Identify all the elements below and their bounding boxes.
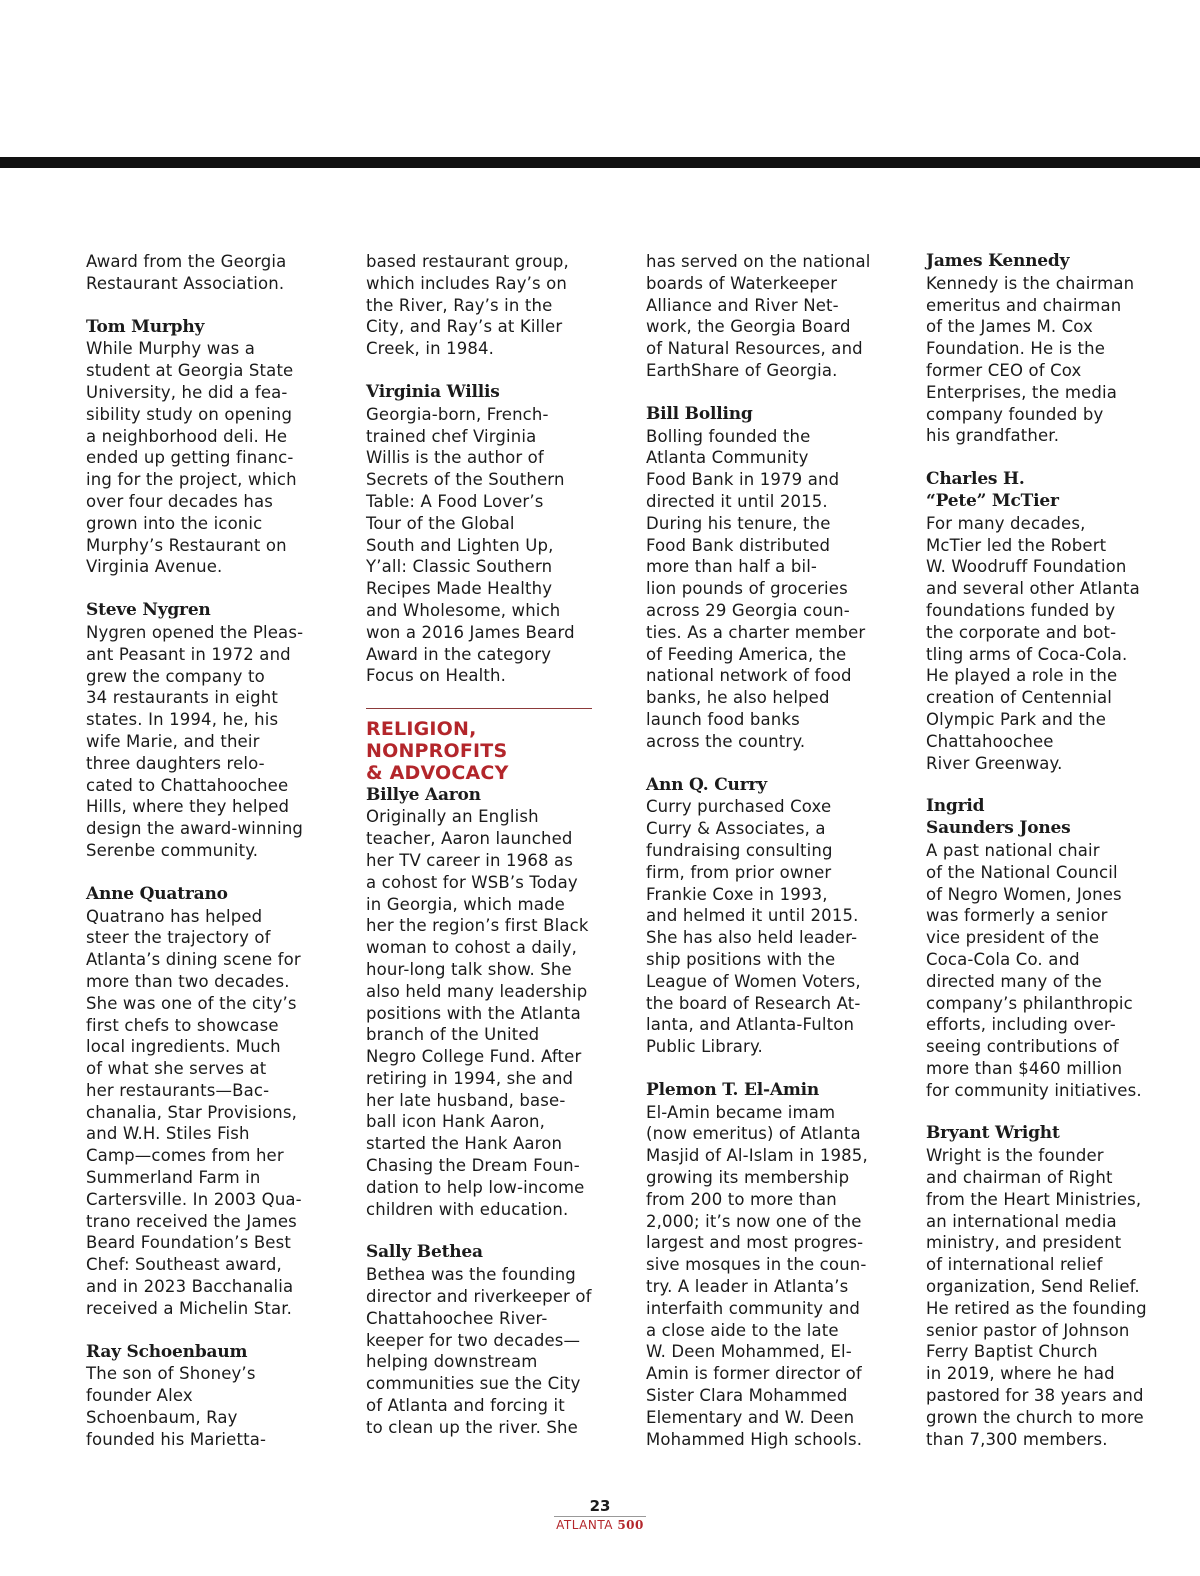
body-line: directed many of the bbox=[926, 971, 1102, 991]
body-line: Murphy’s Restaurant on bbox=[86, 535, 287, 555]
profile-name: Tom Murphy bbox=[86, 316, 205, 337]
body-line: sive mosques in the coun- bbox=[646, 1255, 867, 1275]
body-line: three daughters relo- bbox=[86, 753, 265, 773]
article-column bbox=[646, 251, 894, 1450]
body-line: won a 2016 James Beard bbox=[366, 622, 575, 642]
body-line: over four decades has bbox=[86, 491, 274, 511]
profile-name: Steve Nygren bbox=[86, 600, 211, 621]
profile-name: Ingrid Saunders Jones bbox=[926, 796, 1071, 839]
body-line: and helmed it until 2015. bbox=[646, 906, 859, 926]
body-line: vice president of the bbox=[926, 928, 1100, 948]
body-line: While Murphy was a bbox=[86, 339, 256, 359]
body-line: chanalia, Star Provisions, bbox=[86, 1102, 298, 1122]
profile-entry bbox=[646, 404, 894, 753]
body-line: grew the company to bbox=[86, 666, 265, 686]
body-line: grown the church to more bbox=[926, 1407, 1144, 1427]
header-rule bbox=[0, 157, 1200, 168]
body-line: interfaith community and bbox=[646, 1298, 861, 1318]
body-line: W. Woodruff Foundation bbox=[926, 557, 1127, 577]
body-line: started the Hank Aaron bbox=[366, 1134, 563, 1154]
body-line: Chattahoochee bbox=[926, 731, 1054, 751]
body-line: Kennedy is the chairman bbox=[926, 273, 1135, 293]
body-line: organization, Send Relief. bbox=[926, 1277, 1140, 1297]
body-line: For many decades, bbox=[926, 513, 1086, 533]
body-line: Food Bank in 1979 and bbox=[646, 470, 840, 490]
body-line: Ferry Baptist Church bbox=[926, 1342, 1098, 1362]
body-line: from the Heart Ministries, bbox=[926, 1189, 1142, 1209]
profile-entry bbox=[86, 251, 334, 295]
body-line: foundations funded by bbox=[926, 600, 1116, 620]
profile-entry bbox=[646, 251, 894, 382]
body-line: 34 restaurants in eight bbox=[86, 688, 278, 708]
profile-entry bbox=[86, 600, 334, 862]
body-line: keeper for two decades— bbox=[366, 1330, 581, 1350]
body-line: in 2019, where he had bbox=[926, 1364, 1115, 1384]
body-line: Chasing the Dream Foun- bbox=[366, 1156, 580, 1176]
article-column bbox=[366, 251, 614, 1439]
body-line: League of Women Voters, bbox=[646, 971, 861, 991]
profile-entry bbox=[926, 1123, 1174, 1450]
body-line: Schoenbaum, Ray bbox=[86, 1408, 238, 1428]
article-column bbox=[86, 251, 334, 1451]
body-line: a cohost for WSB’s Today bbox=[366, 872, 578, 892]
body-line: emeritus and chairman bbox=[926, 295, 1122, 315]
body-line: Camp—comes from her bbox=[86, 1146, 284, 1166]
body-line: lion pounds of groceries bbox=[646, 579, 848, 599]
profile-name: Charles H. “Pete” McTier bbox=[926, 469, 1059, 511]
body-line: the River, Ray’s in the bbox=[366, 295, 553, 315]
profile-entry bbox=[646, 775, 894, 1058]
body-line: Olympic Park and the bbox=[926, 709, 1107, 729]
body-line: Enterprises, the media bbox=[926, 382, 1117, 402]
body-line: She has also held leader- bbox=[646, 928, 858, 948]
profile-entry bbox=[926, 469, 1174, 774]
body-line: steer the trajectory of bbox=[86, 928, 271, 948]
body-line: Award in the category bbox=[366, 644, 552, 664]
body-line: her restaurants—Bac- bbox=[86, 1080, 270, 1100]
body-line: in Georgia, which made bbox=[366, 894, 565, 914]
body-line: children with education. bbox=[366, 1199, 569, 1219]
body-line: Atlanta Community bbox=[646, 448, 809, 468]
body-line: an international media bbox=[926, 1211, 1117, 1231]
body-line: University, he did a fea- bbox=[86, 382, 288, 402]
body-line: El-Amin became imam bbox=[646, 1102, 836, 1122]
body-line: Originally an English bbox=[366, 807, 539, 827]
body-line: retiring in 1994, she and bbox=[366, 1068, 574, 1088]
body-line: local ingredients. Much bbox=[86, 1037, 281, 1057]
section-divider bbox=[366, 708, 592, 709]
body-line: largest and most progres- bbox=[646, 1233, 864, 1253]
body-line: positions with the Atlanta bbox=[366, 1003, 581, 1023]
profile-entry bbox=[366, 785, 614, 1221]
body-line: firm, from prior owner bbox=[646, 862, 832, 882]
body-line: more than $460 million bbox=[926, 1058, 1123, 1078]
body-line: company founded by bbox=[926, 404, 1104, 424]
body-line: company’s philanthropic bbox=[926, 993, 1133, 1013]
profile-entry bbox=[926, 251, 1174, 447]
body-line: 2,000; it’s now one of the bbox=[646, 1211, 862, 1231]
body-line: Negro College Fund. After bbox=[366, 1047, 582, 1067]
body-line: Focus on Health. bbox=[366, 666, 506, 686]
profile-name: James Kennedy bbox=[926, 251, 1070, 271]
body-line: Frankie Coxe in 1993, bbox=[646, 884, 828, 904]
brand-text: ATLANTA bbox=[556, 1518, 613, 1532]
body-line: City, and Ray’s at Killer bbox=[366, 317, 563, 337]
body-line: of Atlanta and forcing it bbox=[366, 1396, 565, 1416]
body-line: creation of Centennial bbox=[926, 688, 1113, 708]
body-line: than 7,300 members. bbox=[926, 1429, 1108, 1449]
profile-name: Anne Quatrano bbox=[86, 883, 228, 904]
body-line: The son of Shoney’s bbox=[86, 1364, 256, 1384]
profile-entry bbox=[86, 884, 334, 1320]
body-line: growing its membership bbox=[646, 1168, 850, 1188]
body-line: cated to Chattahoochee bbox=[86, 775, 289, 795]
body-line: a neighborhood deli. He bbox=[86, 426, 288, 446]
profile-entry bbox=[86, 317, 334, 579]
profile-entry bbox=[926, 796, 1174, 1101]
body-line: Quatrano has helped bbox=[86, 906, 263, 926]
body-line: W. Deen Mohammed, El- bbox=[646, 1342, 852, 1362]
body-line: McTier led the Robert bbox=[926, 535, 1107, 555]
body-line: trained chef Virginia bbox=[366, 426, 537, 446]
body-line: has served on the national bbox=[646, 252, 871, 271]
body-line: was formerly a senior bbox=[926, 906, 1108, 926]
body-line: Coca-Cola Co. and bbox=[926, 949, 1080, 969]
body-line: trano received the James bbox=[86, 1211, 297, 1231]
body-line: Amin is former director of bbox=[646, 1364, 862, 1384]
body-line: Public Library. bbox=[646, 1037, 763, 1057]
body-line: Beard Foundation’s Best bbox=[86, 1233, 291, 1253]
body-line: Secrets of the Southern bbox=[366, 470, 565, 490]
body-line: ant Peasant in 1972 and bbox=[86, 644, 291, 664]
body-line: his grandfather. bbox=[926, 426, 1060, 446]
body-line: Award from the Georgia bbox=[86, 252, 287, 271]
body-line: grown into the iconic bbox=[86, 513, 263, 533]
body-line: ing for the project, which bbox=[86, 470, 297, 490]
body-line: woman to cohost a daily, bbox=[366, 938, 578, 958]
body-line: Creek, in 1984. bbox=[366, 339, 495, 359]
body-line: pastored for 38 years and bbox=[926, 1386, 1144, 1406]
body-line: also held many leadership bbox=[366, 981, 588, 1001]
body-line: Curry purchased Coxe bbox=[646, 797, 832, 817]
body-line: more than half a bil- bbox=[646, 557, 818, 577]
section-heading: RELIGION, NONPROFITS & ADVOCACY bbox=[366, 718, 509, 784]
body-line: of the National Council bbox=[926, 862, 1118, 882]
article-column bbox=[926, 251, 1174, 1450]
body-line: received a Michelin Star. bbox=[86, 1298, 293, 1318]
body-line: Recipes Made Healthy bbox=[366, 579, 553, 599]
body-line: A past national chair bbox=[926, 840, 1100, 860]
body-line: Atlanta’s dining scene for bbox=[86, 950, 301, 970]
body-line: her TV career in 1968 as bbox=[366, 850, 574, 870]
body-line: founded his Marietta- bbox=[86, 1429, 267, 1449]
profile-name: Billye Aaron bbox=[366, 784, 481, 805]
body-line: her the region’s first Black bbox=[366, 916, 589, 936]
body-line: first chefs to showcase bbox=[86, 1015, 279, 1035]
body-line: across the country. bbox=[646, 731, 806, 751]
body-line: director and riverkeeper of bbox=[366, 1287, 592, 1307]
body-line: Chattahoochee River- bbox=[366, 1308, 548, 1328]
body-line: national network of food bbox=[646, 666, 852, 686]
body-line: ministry, and president bbox=[926, 1233, 1122, 1253]
body-line: Food Bank distributed bbox=[646, 535, 831, 555]
body-line: Bolling founded the bbox=[646, 426, 811, 446]
body-line: South and Lighten Up, bbox=[366, 535, 554, 555]
body-line: and several other Atlanta bbox=[926, 579, 1140, 599]
body-line: founder Alex bbox=[86, 1386, 193, 1406]
profile-name: Bryant Wright bbox=[926, 1123, 1060, 1144]
body-line: of Feeding America, the bbox=[646, 644, 847, 664]
profile-name: Bill Bolling bbox=[646, 403, 753, 424]
body-line: and Wholesome, which bbox=[366, 600, 561, 620]
body-line: Serenbe community. bbox=[86, 840, 259, 860]
body-line: student at Georgia State bbox=[86, 361, 294, 381]
body-line: communities sue the City bbox=[366, 1374, 581, 1394]
body-line: Cartersville. In 2003 Qua- bbox=[86, 1189, 302, 1209]
body-line: former CEO of Cox bbox=[926, 360, 1082, 380]
body-line: of Natural Resources, and bbox=[646, 339, 863, 359]
profile-name: Plemon T. El-Amin bbox=[646, 1079, 820, 1100]
body-line: to clean up the river. She bbox=[366, 1417, 578, 1437]
page-number: 23 bbox=[589, 1497, 611, 1515]
body-line: Nygren opened the Pleas- bbox=[86, 622, 304, 642]
body-line: Willis is the author of bbox=[366, 448, 544, 468]
body-line: teacher, Aaron launched bbox=[366, 829, 573, 849]
body-line: from 200 to more than bbox=[646, 1189, 837, 1209]
body-line: (now emeritus) of Atlanta bbox=[646, 1124, 861, 1144]
body-line: Foundation. He is the bbox=[926, 339, 1106, 359]
body-line: design the award-winning bbox=[86, 819, 304, 839]
body-line: Elementary and W. Deen bbox=[646, 1407, 855, 1427]
body-line: and chairman of Right bbox=[926, 1168, 1113, 1188]
body-line: and in 2023 Bacchanalia bbox=[86, 1277, 294, 1297]
body-line: lanta, and Atlanta-Fulton bbox=[646, 1015, 855, 1035]
body-line: Tour of the Global bbox=[366, 513, 515, 533]
magazine-brand bbox=[0, 1517, 1200, 1533]
body-line: During his tenure, the bbox=[646, 513, 831, 533]
body-line: tling arms of Coca-Cola. bbox=[926, 644, 1128, 664]
body-line: across 29 Georgia coun- bbox=[646, 600, 850, 620]
brand-number: 500 bbox=[617, 1518, 644, 1532]
body-line: Restaurant Association. bbox=[86, 273, 285, 293]
body-line: hour-long talk show. She bbox=[366, 959, 572, 979]
profile-entry bbox=[86, 1342, 334, 1451]
body-line: work, the Georgia Board bbox=[646, 317, 851, 337]
body-line: Table: A Food Lover’s bbox=[366, 491, 544, 511]
body-line: efforts, including over- bbox=[926, 1015, 1116, 1035]
body-line: Bethea was the founding bbox=[366, 1265, 576, 1285]
body-line: and W.H. Stiles Fish bbox=[86, 1124, 250, 1144]
body-line: seeing contributions of bbox=[926, 1037, 1119, 1057]
body-line: of the James M. Cox bbox=[926, 317, 1093, 337]
body-line: Alliance and River Net- bbox=[646, 295, 839, 315]
body-line: Summerland Farm in bbox=[86, 1168, 261, 1188]
body-line: He retired as the founding bbox=[926, 1298, 1147, 1318]
body-line: ended up getting financ- bbox=[86, 448, 294, 468]
profile-name: Ann Q. Curry bbox=[646, 774, 767, 795]
body-line: EarthShare of Georgia. bbox=[646, 360, 838, 380]
body-line: which includes Ray’s on bbox=[366, 273, 567, 293]
body-line: Y’all: Classic Southern bbox=[366, 557, 553, 577]
body-line: Chef: Southeast award, bbox=[86, 1255, 282, 1275]
body-line: Virginia Avenue. bbox=[86, 557, 223, 577]
body-line: fundraising consulting bbox=[646, 840, 833, 860]
body-line: branch of the United bbox=[366, 1025, 540, 1045]
body-line: helping downstream bbox=[366, 1352, 538, 1372]
body-line: for community initiatives. bbox=[926, 1080, 1142, 1100]
body-line: of Negro Women, Jones bbox=[926, 884, 1122, 904]
body-line: launch food banks bbox=[646, 709, 800, 729]
body-line: the corporate and bot- bbox=[926, 622, 1117, 642]
body-line: states. In 1994, he, his bbox=[86, 710, 279, 730]
body-line: boards of Waterkeeper bbox=[646, 273, 838, 293]
body-line: dation to help low-income bbox=[366, 1177, 585, 1197]
body-line: more than two decades. bbox=[86, 971, 290, 991]
profile-name: Sally Bethea bbox=[366, 1242, 483, 1263]
body-line: sibility study on opening bbox=[86, 404, 293, 424]
body-line: based restaurant group, bbox=[366, 252, 569, 271]
body-line: a close aide to the late bbox=[646, 1320, 839, 1340]
body-line: Hills, where they helped bbox=[86, 797, 290, 817]
body-line: ship positions with the bbox=[646, 949, 836, 969]
body-line: Curry & Associates, a bbox=[646, 819, 826, 839]
body-line: ties. As a charter member bbox=[646, 622, 866, 642]
body-line: banks, he also helped bbox=[646, 688, 830, 708]
body-line: ball icon Hank Aaron, bbox=[366, 1112, 545, 1132]
body-line: try. A leader in Atlanta’s bbox=[646, 1277, 849, 1297]
body-line: wife Marie, and their bbox=[86, 731, 260, 751]
profile-entry bbox=[366, 382, 614, 687]
profile-name: Ray Schoenbaum bbox=[86, 1341, 248, 1362]
profile-entry bbox=[366, 251, 614, 360]
profile-entry bbox=[646, 1080, 894, 1451]
body-line: of international relief bbox=[926, 1255, 1103, 1275]
body-line: Masjid of Al-Islam in 1985, bbox=[646, 1146, 868, 1166]
body-line: Georgia-born, French- bbox=[366, 404, 549, 424]
body-line: He played a role in the bbox=[926, 666, 1118, 686]
body-line: Sister Clara Mohammed bbox=[646, 1386, 848, 1406]
body-line: senior pastor of Johnson bbox=[926, 1320, 1130, 1340]
body-line: directed it until 2015. bbox=[646, 491, 828, 511]
body-line: of what she serves at bbox=[86, 1059, 267, 1079]
body-line: River Greenway. bbox=[926, 753, 1063, 773]
body-line: Wright is the founder bbox=[926, 1146, 1104, 1166]
body-line: Mohammed High schools. bbox=[646, 1429, 863, 1449]
body-line: her late husband, base- bbox=[366, 1090, 566, 1110]
body-line: She was one of the city’s bbox=[86, 993, 297, 1013]
body-line: the board of Research At- bbox=[646, 993, 861, 1013]
profile-name: Virginia Willis bbox=[366, 381, 500, 402]
profile-entry bbox=[366, 1242, 614, 1438]
page-footer bbox=[0, 1496, 1200, 1533]
